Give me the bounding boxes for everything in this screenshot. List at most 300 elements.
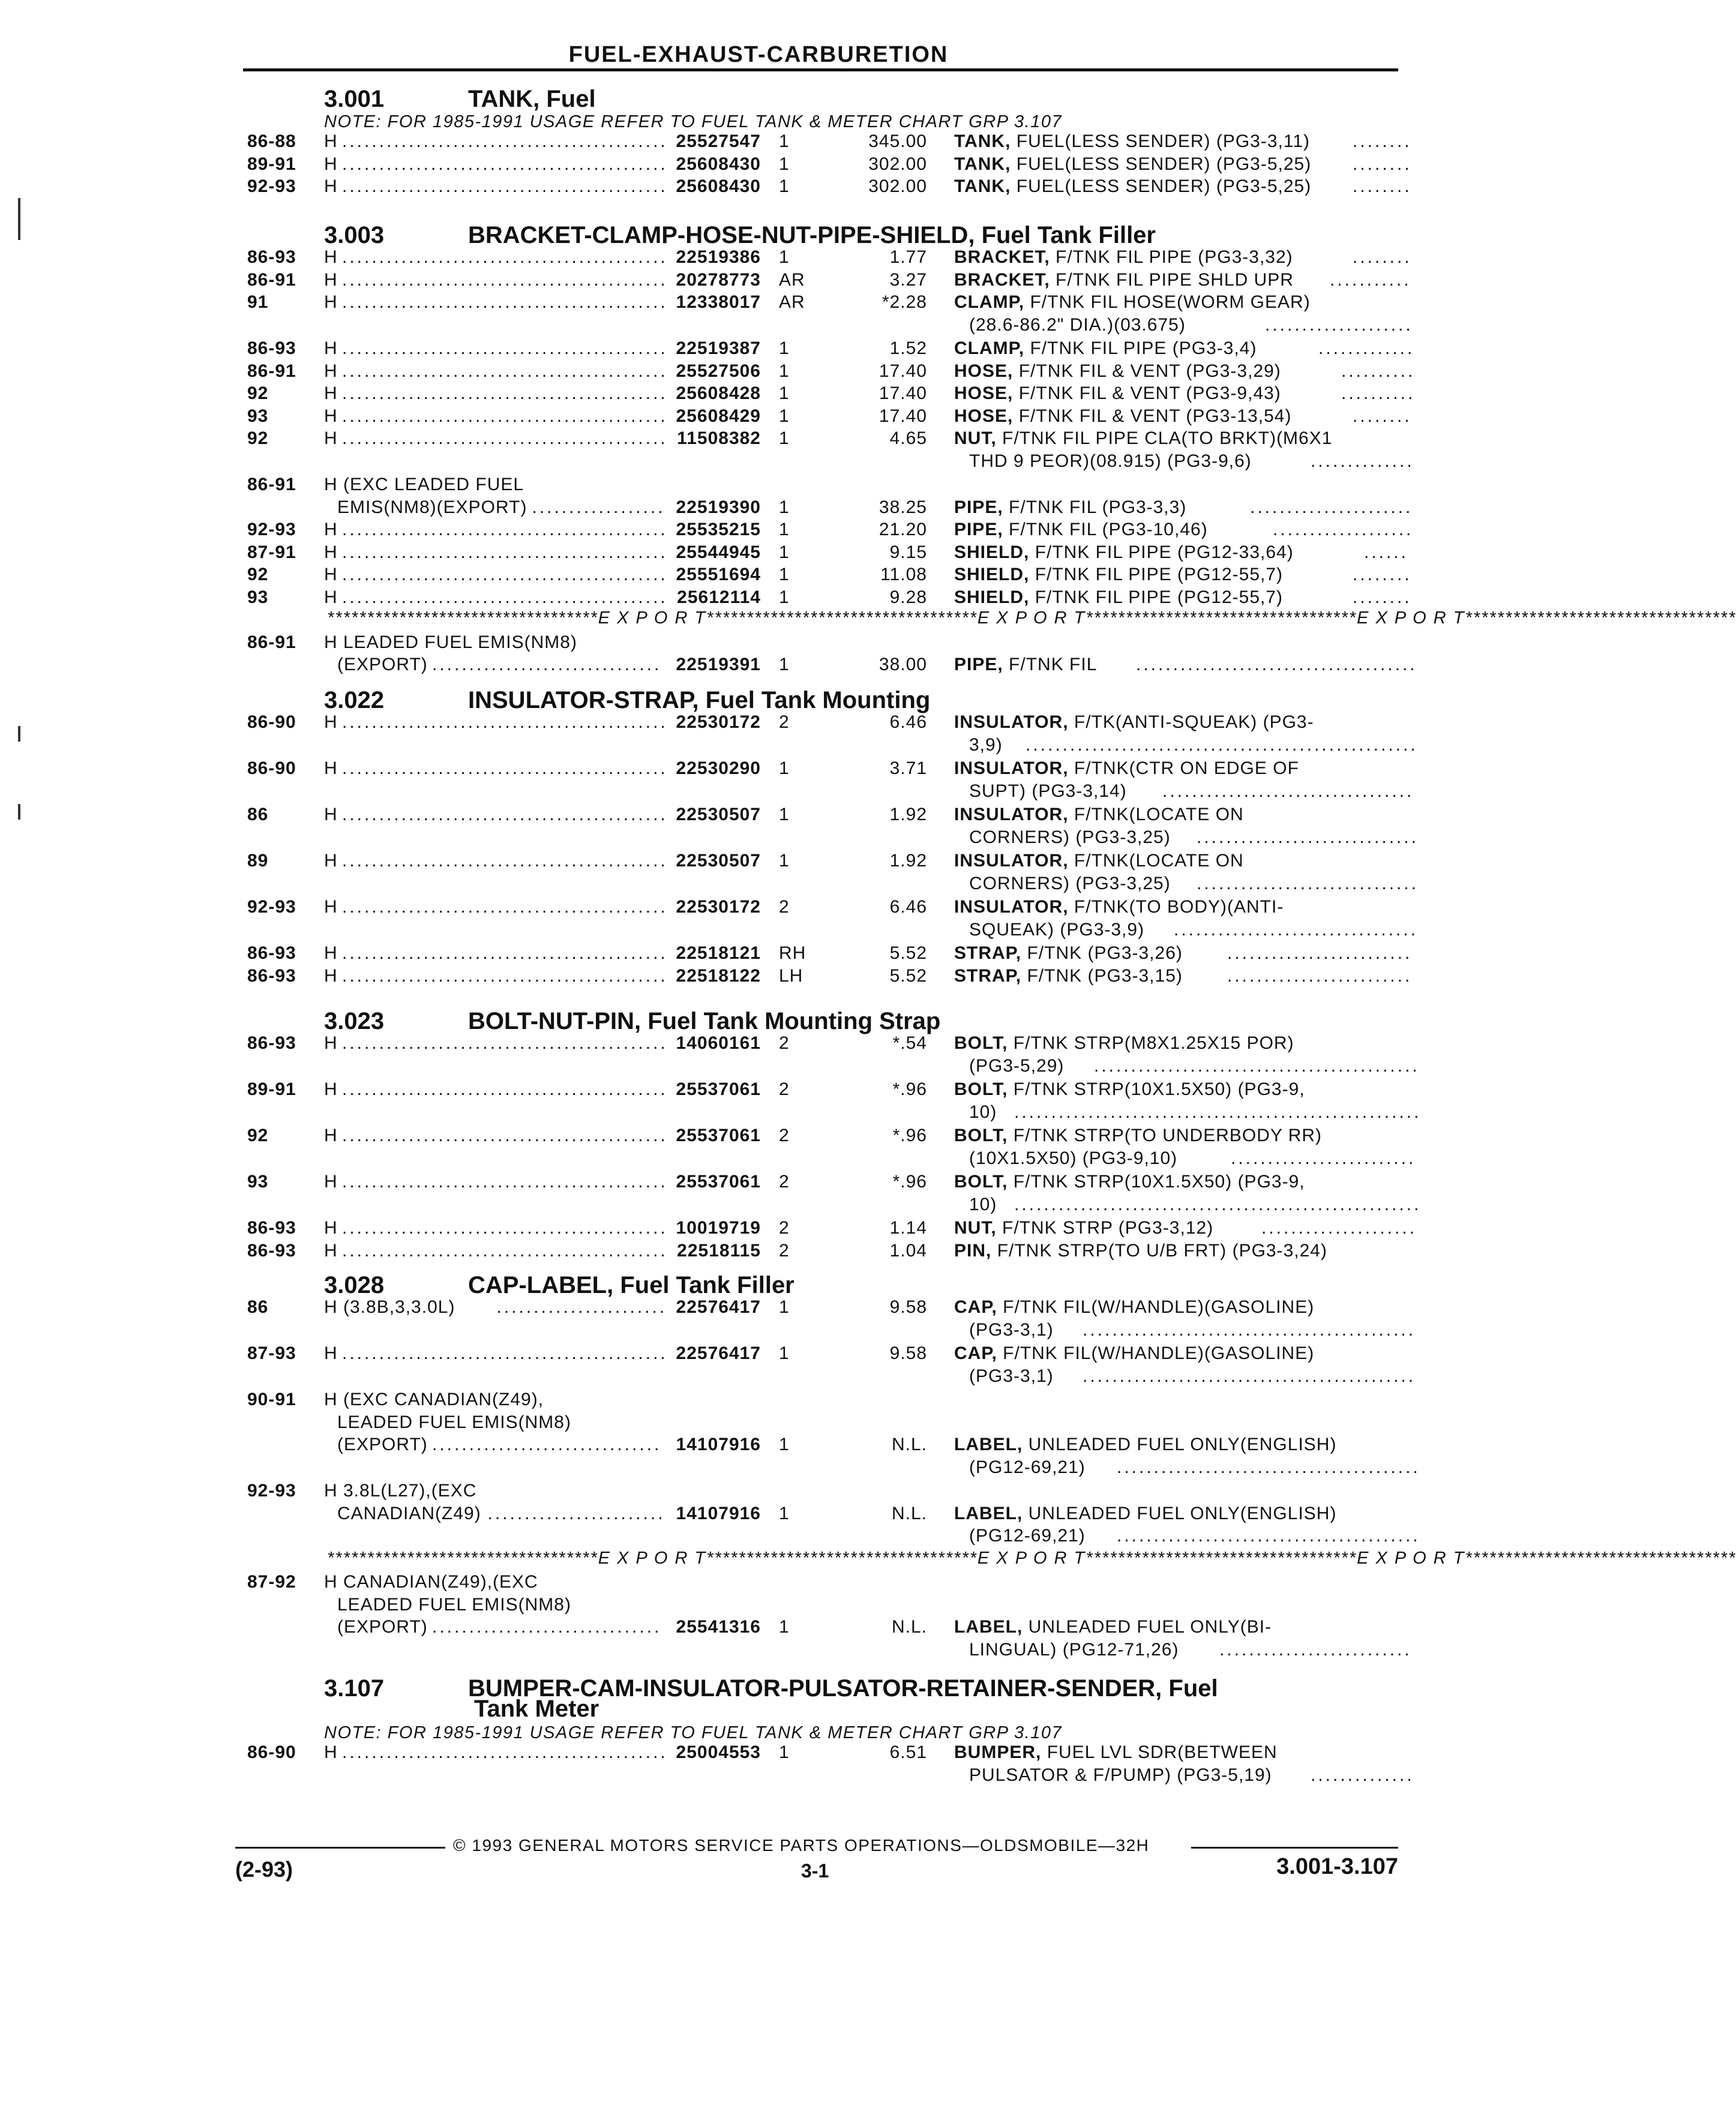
page-header: FUEL-EXHAUST-CARBURETION — [568, 42, 949, 67]
part-description — [954, 248, 1293, 266]
leader-dots: ............................................ — [342, 897, 668, 917]
quantity: 1 — [779, 1503, 790, 1523]
price: *.96 — [892, 1172, 927, 1192]
part-detail: F/TNK (PG3-3,26) — [1027, 943, 1183, 963]
price: 17.40 — [879, 361, 927, 381]
quantity: 1 — [779, 428, 790, 448]
part-name: LABEL, — [954, 1503, 1029, 1523]
part-number: 22576417 — [676, 1343, 761, 1363]
price: N.L. — [891, 1617, 927, 1637]
price: 21.20 — [879, 520, 927, 539]
usage-text: H — [324, 1079, 338, 1099]
model-year: 92-93 — [247, 1481, 296, 1501]
part-detail-continued: (PG3-5,29) — [969, 1055, 1065, 1076]
usage-text: H (EXC LEADED FUEL — [324, 475, 524, 494]
part-detail: F/TNK FIL (PG3-10,46) — [1009, 520, 1208, 539]
part-detail: UNLEADED FUEL ONLY(ENGLISH) — [1028, 1503, 1337, 1523]
part-description — [954, 1744, 1278, 1762]
quantity: 1 — [779, 406, 790, 426]
part-detail-continued: PULSATOR & F/PUMP) (PG3-5,19) — [969, 1765, 1272, 1785]
price: 5.52 — [889, 965, 927, 986]
leader-dots: .............. — [1311, 451, 1414, 471]
leader-dots: ............................................ — [342, 176, 668, 196]
leader-dots: ............................................ — [1094, 1055, 1420, 1076]
price: 3.71 — [889, 758, 927, 778]
model-year: 86 — [247, 1297, 269, 1317]
model-year: 92 — [247, 1126, 269, 1145]
leader-dots: ............................................ — [342, 758, 668, 778]
part-detail: F/TNK STRP(10X1.5X50) (PG3-9, — [1013, 1172, 1305, 1192]
part-name: INSULATOR, — [954, 712, 1074, 732]
part-name: INSULATOR, — [954, 851, 1074, 871]
part-detail: F/TNK FIL HOSE(WORM GEAR) — [1030, 292, 1311, 312]
part-detail: FUEL(LESS SENDER) (PG3-3,11) — [1016, 131, 1311, 151]
part-detail: F/TNK FIL & VENT (PG3-9,43) — [1018, 383, 1281, 403]
part-detail-continued: 10) — [969, 1102, 997, 1122]
part-detail-continued: CORNERS) (PG3-3,25) — [969, 827, 1171, 847]
usage-text: H — [324, 897, 338, 917]
leader-dots: ............................................ — [342, 269, 668, 290]
leader-dots: ......................................... — [1117, 1457, 1420, 1477]
usage-text: H — [324, 383, 338, 403]
model-year: 86-91 — [247, 269, 296, 290]
part-number: 25527506 — [676, 361, 761, 381]
quantity: 1 — [779, 1617, 790, 1637]
export-stars: ********************************** — [1086, 1548, 1357, 1568]
usage-text: H — [324, 565, 338, 584]
part-number: 22518121 — [676, 943, 761, 963]
leader-dots: ............................................ — [342, 292, 668, 312]
part-number: 25608430 — [676, 176, 761, 196]
part-name: CAP, — [954, 1297, 1003, 1317]
usage-text: H — [324, 805, 338, 824]
part-description — [954, 1298, 1314, 1316]
leader-dots: ............................................ — [342, 406, 668, 426]
leader-dots: ............................................ — [342, 361, 668, 381]
section-number: 3.001 — [324, 86, 385, 112]
part-detail-continued: (PG3-3,1) — [969, 1319, 1054, 1340]
quantity: 1 — [779, 758, 790, 778]
leader-dots: ............................................ — [342, 154, 668, 174]
part-name: BOLT, — [954, 1033, 1014, 1053]
part-name: PIPE, — [954, 655, 1009, 674]
price: 3.27 — [889, 269, 927, 290]
model-year: 86-90 — [247, 758, 296, 778]
usage-text: H (3.8B,3,3.0L) — [324, 1297, 455, 1317]
leader-dots: ............................................. — [1083, 1319, 1416, 1340]
part-number: 25537061 — [676, 1172, 761, 1192]
model-year: 86 — [247, 805, 269, 824]
price: 1.92 — [889, 851, 927, 871]
price: 1.77 — [889, 247, 927, 267]
part-number: 22530172 — [676, 712, 761, 732]
price: N.L. — [891, 1435, 927, 1454]
model-year: 93 — [247, 587, 269, 607]
part-number: 12338017 — [676, 292, 761, 312]
binding-mark — [18, 726, 20, 742]
price: 38.25 — [879, 497, 927, 517]
part-description — [954, 407, 1292, 425]
price: 302.00 — [868, 176, 927, 196]
leader-dots: .......... — [1341, 383, 1416, 403]
part-name: CLAMP, — [954, 292, 1030, 312]
part-name: BOLT, — [954, 1079, 1014, 1099]
part-number: 25608430 — [676, 154, 761, 174]
part-name: TANK, — [954, 176, 1017, 196]
part-description — [954, 340, 1257, 358]
footer-revision: (2-93) — [235, 1857, 293, 1882]
quantity: RH — [779, 943, 806, 963]
part-number: 10019719 — [676, 1218, 761, 1238]
leader-dots: ............................... — [432, 1617, 662, 1637]
usage-text: H — [324, 1742, 338, 1762]
leader-dots: ............................................ — [342, 943, 668, 963]
part-detail-continued: (PG12-69,21) — [969, 1526, 1086, 1546]
footer-copyright: © 1993 GENERAL MOTORS SERVICE PARTS OPERATIONS—OLDSMOBILE—32H — [453, 1836, 1150, 1855]
part-number: 22530507 — [676, 805, 761, 824]
part-description — [954, 806, 1244, 824]
part-description — [954, 430, 1332, 448]
part-description — [954, 1436, 1336, 1454]
quantity: 1 — [779, 131, 790, 151]
price: *.96 — [892, 1079, 927, 1099]
quantity: 1 — [779, 851, 790, 871]
part-detail: F/TNK STRP(M8X1.25X15 POR) — [1013, 1033, 1294, 1053]
section-title: CAP-LABEL, Fuel Tank Filler — [468, 1272, 794, 1298]
part-detail: FUEL(LESS SENDER) (PG3-5,25) — [1016, 154, 1312, 174]
price: 11.08 — [880, 565, 927, 584]
price: 1.04 — [889, 1240, 927, 1261]
part-number: 22519386 — [676, 247, 761, 267]
part-number: 25551694 — [676, 565, 761, 584]
price: 9.15 — [889, 542, 927, 562]
leader-dots: ............................................ — [342, 1218, 668, 1238]
usage-text: H 3.8L(L27),(EXC — [324, 1481, 477, 1501]
leader-dots: ........ — [1353, 406, 1412, 426]
leader-dots: ............................................ — [342, 338, 668, 358]
export-divider — [327, 608, 1736, 628]
part-number: 25004553 — [676, 1742, 761, 1762]
quantity: 1 — [779, 542, 790, 562]
leader-dots: ...................................... — [1136, 655, 1417, 674]
part-detail: F/TNK FIL PIPE (PG3-3,32) — [1056, 247, 1293, 267]
part-detail: F/TNK FIL — [1009, 655, 1098, 674]
part-description — [954, 656, 1097, 674]
part-name: BOLT, — [954, 1126, 1014, 1145]
price: N.L. — [891, 1503, 927, 1523]
export-stars: ********************************** — [706, 608, 978, 628]
part-name: BOLT, — [954, 1172, 1014, 1192]
price: 1.52 — [889, 338, 927, 358]
quantity: 1 — [779, 338, 790, 358]
part-number: 25535215 — [676, 520, 761, 539]
part-detail: F/TNK FIL PIPE (PG12-33,64) — [1035, 542, 1294, 562]
part-name: INSULATOR, — [954, 758, 1074, 778]
part-name: TANK, — [954, 131, 1017, 151]
model-year: 86-93 — [247, 247, 296, 267]
part-description — [954, 1219, 1213, 1237]
part-number: 14060161 — [676, 1033, 761, 1053]
quantity: AR — [779, 292, 805, 312]
part-detail: F/TNK FIL(W/HANDLE)(GASOLINE) — [1003, 1343, 1315, 1363]
part-name: INSULATOR, — [954, 897, 1074, 917]
section-title: BOLT-NUT-PIN, Fuel Tank Mounting Strap — [468, 1008, 941, 1034]
usage-text: (EXPORT) — [337, 1435, 428, 1454]
leader-dots: ..................... — [1261, 1218, 1417, 1238]
model-year: 86-91 — [247, 361, 296, 381]
part-description — [954, 852, 1244, 870]
part-number: 14107916 — [676, 1435, 761, 1454]
part-name: HOSE, — [954, 383, 1019, 403]
usage-text: H — [324, 943, 338, 963]
part-detail: UNLEADED FUEL ONLY(BI- — [1028, 1617, 1272, 1637]
leader-dots: .......................... — [1219, 1639, 1412, 1660]
quantity: LH — [779, 965, 803, 986]
quantity: 1 — [779, 520, 790, 539]
leader-dots: ............................................ — [342, 1343, 668, 1363]
model-year: 86-93 — [247, 1218, 296, 1238]
model-year: 89-91 — [247, 154, 296, 174]
part-detail: UNLEADED FUEL ONLY(ENGLISH) — [1028, 1435, 1337, 1454]
usage-text: H — [324, 965, 338, 986]
price: 9.28 — [889, 587, 927, 607]
part-name: PIN, — [954, 1240, 997, 1261]
section-number: 3.028 — [324, 1272, 385, 1298]
part-detail-continued: LINGUAL) (PG12-71,26) — [969, 1639, 1179, 1660]
leader-dots: ......................... — [1231, 1148, 1416, 1168]
part-number: 20278773 — [676, 269, 761, 290]
footer-rule-left — [235, 1847, 445, 1849]
section-number: 3.023 — [324, 1008, 385, 1034]
quantity: 1 — [779, 1343, 790, 1363]
price: 345.00 — [868, 131, 927, 151]
price: *.54 — [892, 1033, 927, 1053]
section-title-continued: Tank Meter — [474, 1696, 599, 1722]
part-name: HOSE, — [954, 406, 1019, 426]
leader-dots: ........ — [1353, 247, 1412, 267]
price: 6.51 — [889, 1742, 927, 1762]
leader-dots: .............................. — [1197, 873, 1419, 893]
usage-text: EMIS(NM8)(EXPORT) — [337, 497, 527, 517]
section-number: 3.022 — [324, 687, 385, 713]
leader-dots: ............................................ — [342, 1172, 668, 1192]
usage-text: H — [324, 712, 338, 732]
section-number: 3.003 — [324, 222, 385, 248]
part-name: LABEL, — [954, 1435, 1029, 1454]
leader-dots: ................................. — [1174, 919, 1419, 940]
part-number: 25612114 — [677, 587, 761, 607]
part-detail-continued: THD 9 PEOR)(08.915) (PG3-9,6) — [969, 451, 1252, 471]
model-year: 91 — [247, 292, 269, 312]
part-number: 25608428 — [676, 383, 761, 403]
model-year: 86-90 — [247, 1742, 296, 1762]
part-name: NUT, — [954, 1218, 1002, 1238]
leader-dots: ...................... — [1250, 497, 1413, 517]
usage-text: (EXPORT) — [337, 655, 428, 674]
leader-dots: ............. — [1318, 338, 1415, 358]
usage-text: H — [324, 1033, 338, 1053]
section-title: TANK, Fuel — [468, 86, 596, 112]
leader-dots: ............................... — [432, 655, 662, 674]
part-name: CAP, — [954, 1343, 1003, 1363]
part-number: 25544945 — [676, 542, 761, 562]
price: *.96 — [892, 1126, 927, 1145]
part-description — [954, 566, 1283, 584]
usage-text: H — [324, 1343, 338, 1363]
part-description — [954, 1034, 1294, 1052]
model-year: 87-92 — [247, 1572, 296, 1592]
quantity: 2 — [779, 1172, 790, 1192]
quantity: AR — [779, 269, 805, 290]
export-stars: ********************************** — [1086, 608, 1357, 628]
section-title: BUMPER-CAM-INSULATOR-PULSATOR-RETAINER-SENDER, Fuel — [468, 1675, 1218, 1702]
quantity: 2 — [779, 1079, 790, 1099]
part-detail-continued: (PG12-69,21) — [969, 1457, 1086, 1477]
part-description — [954, 1173, 1305, 1191]
part-detail: F/TK(ANTI-SQUEAK) (PG3- — [1074, 712, 1314, 732]
part-name: STRAP, — [954, 965, 1027, 986]
model-year: 86-88 — [247, 131, 296, 151]
footer-group-range: 3.001-3.107 — [1276, 1854, 1398, 1879]
part-description — [954, 1345, 1314, 1363]
model-year: 86-93 — [247, 943, 296, 963]
quantity: 1 — [779, 154, 790, 174]
part-number: 22530290 — [676, 758, 761, 778]
part-name: CLAMP, — [954, 338, 1030, 358]
part-detail: F/TNK (PG3-3,15) — [1027, 965, 1183, 986]
part-description — [954, 1618, 1272, 1636]
part-detail: F/TNK FIL(W/HANDLE)(GASOLINE) — [1003, 1297, 1315, 1317]
leader-dots: ........ — [1353, 565, 1412, 584]
part-name: BRACKET, — [954, 269, 1056, 290]
part-name: NUT, — [954, 428, 1002, 448]
leader-dots: ....................................................... — [1014, 1102, 1422, 1122]
model-year: 90-91 — [247, 1390, 296, 1409]
export-stars: ********************************** — [327, 608, 598, 628]
price: 5.52 — [889, 943, 927, 963]
usage-text: H — [324, 406, 338, 426]
usage-text: LEADED FUEL EMIS(NM8) — [337, 1412, 571, 1432]
price: 6.46 — [889, 712, 927, 732]
model-year: 86-93 — [247, 1240, 296, 1261]
part-detail: F/TNK(LOCATE ON — [1074, 805, 1244, 824]
part-description — [954, 499, 1186, 517]
leader-dots: ............................................ — [342, 542, 668, 562]
model-year: 89-91 — [247, 1079, 296, 1099]
leader-dots: ........................ — [487, 1503, 665, 1523]
part-description — [954, 1127, 1322, 1145]
leader-dots: ............................................ — [342, 383, 668, 403]
export-label: E X P O R T — [977, 608, 1086, 628]
quantity: 1 — [779, 361, 790, 381]
part-description — [954, 944, 1183, 962]
quantity: 1 — [779, 1435, 790, 1454]
quantity: 2 — [779, 1240, 790, 1261]
part-detail: FUEL LVL SDR(BETWEEN — [1047, 1742, 1278, 1762]
part-name: STRAP, — [954, 943, 1027, 963]
leader-dots: ........ — [1353, 154, 1412, 174]
leader-dots: ............................................ — [342, 428, 668, 448]
model-year: 92-93 — [247, 176, 296, 196]
price: 4.65 — [889, 428, 927, 448]
section-note: NOTE: FOR 1985-1991 USAGE REFER TO FUEL TANK & METER CHART GRP 3.107 — [324, 1723, 1063, 1742]
part-name: TANK, — [954, 154, 1017, 174]
model-year: 86-93 — [247, 965, 296, 986]
export-divider — [327, 1548, 1736, 1568]
price: *2.28 — [882, 292, 927, 312]
export-stars: ********************************** — [1465, 608, 1736, 628]
quantity: 2 — [779, 1126, 790, 1145]
part-detail: F/TNK FIL (PG3-3,3) — [1009, 497, 1187, 517]
quantity: 1 — [779, 176, 790, 196]
part-detail: F/TNK STRP(10X1.5X50) (PG3-9, — [1013, 1079, 1305, 1099]
usage-text: H — [324, 1126, 338, 1145]
part-detail-continued: SQUEAK) (PG3-3,9) — [969, 919, 1145, 940]
part-number: 25541316 — [676, 1617, 761, 1637]
part-description — [954, 385, 1281, 403]
leader-dots: ............................................ — [342, 1742, 668, 1762]
export-label: E X P O R T — [1357, 1548, 1465, 1568]
part-description — [954, 544, 1294, 562]
leader-dots: .................. — [532, 497, 665, 517]
section-title: INSULATOR-STRAP, Fuel Tank Mounting — [468, 687, 931, 713]
usage-text: H — [324, 269, 338, 290]
usage-text: (EXPORT) — [337, 1617, 428, 1637]
quantity: 1 — [779, 497, 790, 517]
usage-text: H — [324, 247, 338, 267]
part-number: 25527547 — [676, 131, 761, 151]
leader-dots: ........ — [1353, 176, 1412, 196]
part-detail: F/TNK FIL & VENT (PG3-13,54) — [1018, 406, 1292, 426]
leader-dots: ................... — [1273, 520, 1414, 539]
price: 9.58 — [889, 1343, 927, 1363]
model-year: 93 — [247, 1172, 269, 1192]
part-description — [954, 178, 1311, 196]
section-title: BRACKET-CLAMP-HOSE-NUT-PIPE-SHIELD, Fuel Tank Filler — [468, 222, 1156, 248]
part-name: INSULATOR, — [954, 805, 1074, 824]
quantity: 1 — [779, 655, 790, 674]
header-rule — [243, 68, 1398, 71]
part-number: 22530172 — [676, 897, 761, 917]
usage-text: H — [324, 292, 338, 312]
part-number: 14107916 — [676, 1503, 761, 1523]
leader-dots: .............. — [1311, 1765, 1414, 1785]
leader-dots: ............................................ — [342, 851, 668, 871]
part-name: HOSE, — [954, 361, 1019, 381]
leader-dots: ............................................ — [342, 805, 668, 824]
model-year: 86-93 — [247, 338, 296, 358]
footer-rule-right — [1191, 1847, 1398, 1849]
part-name: PIPE, — [954, 497, 1009, 517]
part-detail: F/TNK FIL & VENT (PG3-3,29) — [1018, 361, 1281, 381]
part-detail-continued: (28.6-86.2" DIA.)(03.675) — [969, 314, 1186, 335]
quantity: 1 — [779, 1297, 790, 1317]
usage-text: H — [324, 587, 338, 607]
leader-dots: ...... — [1364, 542, 1409, 562]
leader-dots: ............................................ — [342, 565, 668, 584]
leader-dots: ............................................ — [342, 712, 668, 732]
export-stars: ********************************** — [706, 1548, 978, 1568]
part-description — [954, 1505, 1336, 1523]
price: 17.40 — [879, 406, 927, 426]
part-number: 22519390 — [676, 497, 761, 517]
usage-text: H — [324, 154, 338, 174]
leader-dots: ............................................ — [342, 1033, 668, 1053]
price: 9.58 — [889, 1297, 927, 1317]
part-detail-continued: 10) — [969, 1194, 997, 1214]
part-number: 22519387 — [676, 338, 761, 358]
export-stars: ********************************** — [327, 1548, 598, 1568]
